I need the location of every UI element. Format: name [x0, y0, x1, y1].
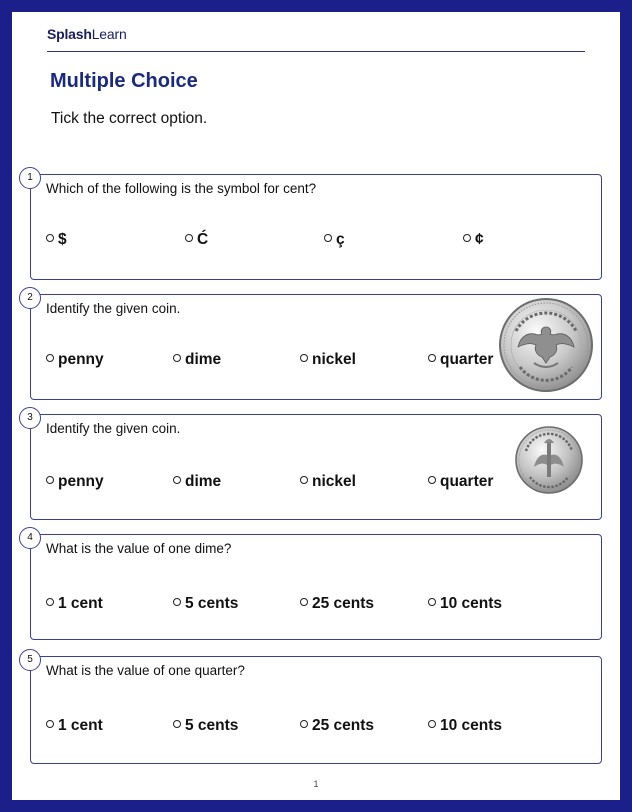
option-4[interactable]: [463, 231, 484, 249]
question-5: [27, 654, 602, 764]
splashlearn-logo: [47, 26, 127, 42]
option-label: ç: [336, 231, 345, 248]
page-title: Multiple Choice: [50, 70, 198, 92]
question-text: What is the value of one dime?: [46, 541, 232, 556]
radio-icon[interactable]: [46, 720, 54, 728]
radio-icon[interactable]: [300, 598, 308, 606]
radio-icon[interactable]: [300, 476, 308, 484]
option-3[interactable]: [300, 717, 374, 735]
question-text: Identify the given coin.: [46, 421, 181, 436]
brand-part2: Learn: [91, 26, 127, 42]
radio-icon[interactable]: [300, 354, 308, 362]
question-number: 4: [19, 527, 41, 549]
radio-icon[interactable]: [46, 234, 54, 242]
option-1[interactable]: [46, 595, 103, 613]
radio-icon[interactable]: [46, 476, 54, 484]
option-label: nickel: [312, 351, 356, 368]
option-2[interactable]: [173, 351, 221, 369]
brand-part1: Splash: [47, 26, 92, 42]
radio-icon[interactable]: [300, 720, 308, 728]
radio-icon[interactable]: [428, 720, 436, 728]
option-label: 5 cents: [185, 717, 239, 734]
radio-icon[interactable]: [185, 234, 193, 242]
option-3[interactable]: [324, 231, 345, 249]
option-label: 1 cent: [58, 717, 103, 734]
header-divider: [47, 51, 585, 52]
option-4[interactable]: [428, 717, 502, 735]
option-2[interactable]: [173, 717, 238, 735]
page-number: 1: [313, 779, 319, 789]
radio-icon[interactable]: [173, 598, 181, 606]
option-label: ¢: [475, 231, 484, 248]
option-4[interactable]: [428, 351, 493, 369]
dime-coin-image: [514, 425, 584, 495]
option-2[interactable]: [173, 473, 221, 491]
option-label: penny: [58, 473, 104, 490]
radio-icon[interactable]: [428, 476, 436, 484]
radio-icon[interactable]: [46, 598, 54, 606]
option-3[interactable]: [300, 351, 356, 369]
option-label: Ć: [197, 231, 209, 248]
option-label: 25 cents: [312, 595, 375, 612]
option-label: quarter: [440, 473, 494, 490]
radio-icon[interactable]: [173, 476, 181, 484]
option-label: 5 cents: [185, 595, 239, 612]
question-text: Which of the following is the symbol for cent?: [46, 181, 317, 196]
option-label: nickel: [312, 473, 356, 490]
option-1[interactable]: [46, 231, 67, 249]
radio-icon[interactable]: [428, 598, 436, 606]
quarter-coin-image: [498, 297, 594, 393]
option-label: 25 cents: [312, 717, 375, 734]
question-number: 5: [19, 649, 41, 671]
option-1[interactable]: [46, 473, 104, 491]
radio-icon[interactable]: [324, 234, 332, 242]
question-number: 2: [19, 287, 41, 309]
option-2[interactable]: [185, 231, 208, 249]
option-label: dime: [185, 473, 222, 490]
option-4[interactable]: [428, 473, 493, 491]
radio-icon[interactable]: [173, 354, 181, 362]
radio-icon[interactable]: [463, 234, 471, 242]
option-2[interactable]: [173, 595, 238, 613]
option-label: dime: [185, 351, 222, 368]
radio-icon[interactable]: [428, 354, 436, 362]
instruction-text: Tick the correct option.: [51, 110, 208, 127]
option-label: 10 cents: [440, 595, 503, 612]
question-text: What is the value of one quarter?: [46, 663, 245, 678]
option-label: quarter: [440, 351, 494, 368]
question-1: [27, 172, 602, 280]
radio-icon[interactable]: [46, 354, 54, 362]
question-4: [27, 532, 602, 640]
option-label: $: [58, 231, 67, 248]
option-label: penny: [58, 351, 104, 368]
question-3: [27, 412, 602, 520]
question-2: [27, 292, 602, 400]
question-number: 1: [19, 167, 41, 189]
radio-icon[interactable]: [173, 720, 181, 728]
worksheet-page: [12, 12, 620, 800]
option-3[interactable]: [300, 473, 356, 491]
option-label: 10 cents: [440, 717, 503, 734]
option-4[interactable]: [428, 595, 502, 613]
option-label: 1 cent: [58, 595, 103, 612]
option-1[interactable]: [46, 351, 104, 369]
option-1[interactable]: [46, 717, 103, 735]
question-number: 3: [19, 407, 41, 429]
option-3[interactable]: [300, 595, 374, 613]
question-text: Identify the given coin.: [46, 301, 181, 316]
